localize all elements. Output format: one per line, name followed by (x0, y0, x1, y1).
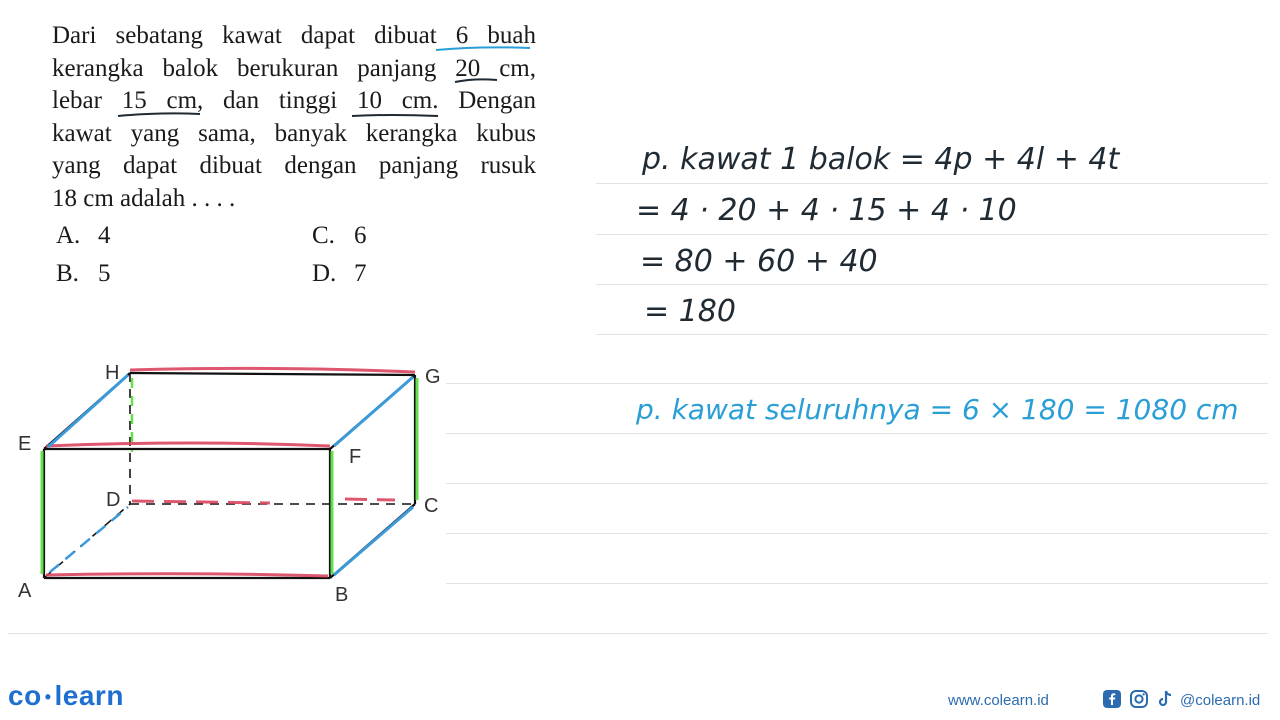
question-line: 18 cm adalah . . . . (52, 184, 236, 212)
ruled-line (446, 483, 1268, 484)
option-a[interactable]: A. 4 (56, 222, 111, 249)
cuboid-diagram (0, 0, 460, 620)
option-d[interactable]: D. 7 (312, 260, 367, 287)
question-line: lebar 15 cm, dan tinggi 10 cm. Dengan (52, 87, 536, 114)
vertex-label-d: D (106, 489, 121, 511)
ruled-line (8, 633, 1268, 634)
facebook-icon[interactable] (1102, 689, 1122, 709)
vertex-label-g: G (425, 366, 441, 388)
ruled-line (596, 334, 1268, 335)
ruled-line (446, 383, 1268, 384)
question-line: kerangka balok berukuran panjang 20 cm, (52, 54, 536, 82)
vertex-label-f: F (349, 446, 362, 468)
ruled-line (446, 583, 1268, 584)
option-b[interactable]: B. 5 (56, 260, 111, 287)
solution-line-3: = 80 + 60 + 40 (640, 244, 878, 279)
highlight-width (50, 507, 128, 572)
ruled-line (596, 234, 1268, 235)
social-handle: @colearn.id (1180, 692, 1261, 709)
highlight-length (46, 574, 328, 576)
vertex-label-a: A (18, 580, 32, 602)
question-line: kawat yang sama, banyak kerangka kubus (52, 119, 536, 147)
tiktok-icon[interactable] (1155, 689, 1175, 709)
solution-line-1: p. kawat 1 balok = 4p + 4l + 4t (642, 142, 1120, 177)
colearn-logo: co • learn (8, 680, 124, 711)
solution-line-5: p. kawat seluruhnya = 6 × 180 = 1080 cm (636, 393, 1239, 426)
highlight-width (334, 377, 413, 446)
solution-line-4: = 180 (644, 294, 736, 329)
vertex-label-b: B (335, 584, 349, 606)
highlight-length (130, 368, 415, 372)
highlight-width (48, 375, 128, 447)
question-line: Dari sebatang kawat dapat dibuat 6 buah (52, 22, 536, 49)
vertex-label-h: H (105, 362, 120, 384)
highlight-length (46, 443, 330, 446)
ruled-line (446, 433, 1268, 434)
vertex-label-c: C (424, 495, 439, 517)
highlight-length (132, 499, 395, 503)
ruled-line (446, 533, 1268, 534)
ruled-line (596, 284, 1268, 285)
solution-line-2: = 4 · 20 + 4 · 15 + 4 · 10 (636, 193, 1017, 228)
website-link[interactable]: www.colearn.id (948, 692, 1049, 709)
option-c[interactable]: C. 6 (312, 222, 367, 249)
instagram-icon[interactable] (1129, 689, 1149, 709)
ruled-line (596, 183, 1268, 184)
highlight-width (334, 507, 413, 575)
vertex-label-e: E (18, 433, 32, 455)
edge-hg (130, 373, 415, 375)
question-line: yang dapat dibuat dengan panjang rusuk (52, 152, 536, 179)
